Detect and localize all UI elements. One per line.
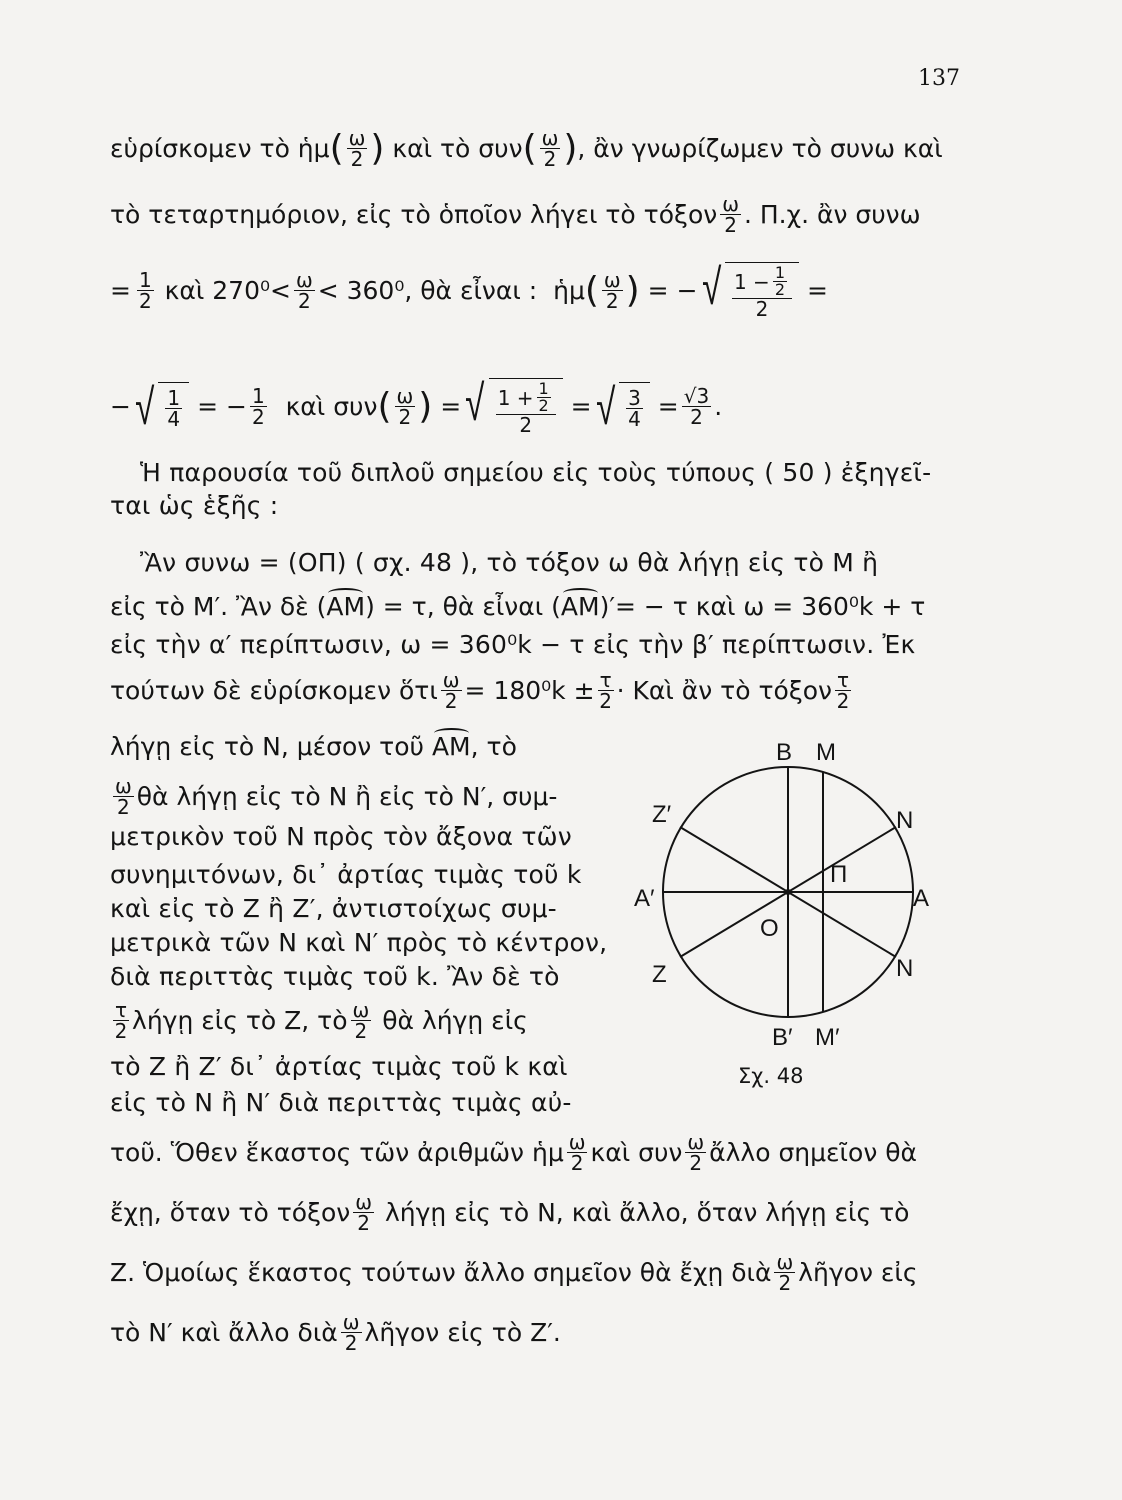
equals: = [110, 276, 131, 305]
text: τούτων δὲ εὑρίσκομεν ὅτι [110, 676, 438, 705]
paragraph-3-line-5: καὶ εἰς τὸ Ζ ἢ Ζ′, ἀντιστοίχως συμ- [110, 894, 557, 923]
radical-sign: √ [135, 377, 155, 436]
text: ἄλλο σημεῖον θὰ [709, 1138, 918, 1167]
text: λήγῃ εἰς τὸ Ν, καὶ ἄλλο, ὅταν λήγῃ εἰς τὸ [384, 1198, 910, 1227]
label-a-prime: Α′ [634, 885, 655, 912]
fraction-omega-2 [341, 1312, 362, 1353]
sqrt-expression [461, 374, 562, 437]
fraction-1-4 [165, 385, 182, 431]
text: τὸ Ν′ καὶ ἄλλο διὰ [110, 1318, 338, 1347]
numerator: 1 [538, 379, 549, 398]
equals: = [806, 276, 828, 305]
figure-caption: Σχ. 48 [738, 1064, 804, 1088]
radicand [725, 262, 799, 319]
paragraph-4-line-4 [110, 1312, 561, 1353]
paragraph-1-line-2: ται ὡς ἑξῆς : [110, 491, 279, 520]
numerator: τ [599, 668, 612, 692]
sqrt-expression [698, 258, 799, 321]
numerator: ω [442, 668, 460, 692]
denominator: 2 [599, 689, 612, 713]
radical-sign: √ [465, 374, 485, 432]
unit-circle-diagram [620, 730, 950, 1100]
numerator: ω [776, 1250, 794, 1274]
text-line-2 [110, 194, 921, 235]
fraction-omega-2 [294, 270, 315, 311]
numerator: ω [396, 384, 414, 408]
denominator: 2 [251, 405, 265, 429]
text: 1 − [733, 269, 770, 294]
text: < 360⁰, θὰ εἶναι : [317, 276, 538, 305]
denominator: 2 [605, 289, 619, 313]
denominator: 4 [167, 406, 181, 431]
fraction-tau-2 [113, 1000, 129, 1041]
text: · Καὶ ἂν τὸ τόξον [616, 676, 833, 705]
paren: ) [370, 128, 385, 169]
denominator: 2 [138, 289, 152, 313]
sqrt-expression [131, 377, 189, 436]
numerator: ω [115, 774, 132, 798]
fraction-omega-2 [567, 1132, 588, 1173]
fraction-omega-2 [602, 270, 623, 311]
denominator: 2 [117, 795, 130, 819]
numerator [496, 381, 556, 415]
numerator: ω [352, 998, 370, 1022]
numerator: ω [722, 192, 739, 216]
text: λῆγον εἰς [798, 1258, 918, 1287]
radicand [619, 382, 650, 432]
numerator: ω [342, 1310, 360, 1334]
fraction-1-2 [537, 381, 551, 414]
denominator: 2 [398, 405, 412, 429]
paragraph-3-line-4: συνημιτόνων, δι᾽ ἀρτίας τιμὰς τοῦ k [110, 860, 582, 889]
label-o: Ο [760, 915, 779, 942]
text: καὶ συν [590, 1138, 683, 1167]
numerator: 1 [774, 263, 785, 282]
paragraph-3-line-9: τὸ Ζ ἢ Ζ′ δι᾽ ἀρτίας τιμὰς τοῦ k καὶ [110, 1052, 568, 1081]
paragraph-3-line-3: μετρικὸν τοῦ Ν πρὸς τὸν ἄξονα τῶν [110, 822, 572, 851]
text: 1 + [497, 385, 534, 410]
label-z-prime: Ζ′ [652, 801, 672, 828]
numerator: ω [295, 268, 313, 292]
denominator: 2 [538, 396, 549, 415]
numerator: ω [355, 1190, 373, 1214]
numerator: ω [687, 1130, 705, 1154]
text: , τὸ [470, 732, 517, 761]
fraction-1-2 [250, 386, 267, 427]
paragraph-4-line-1 [110, 1132, 917, 1173]
denominator: 2 [543, 147, 557, 171]
paren: ) [625, 270, 640, 311]
paragraph-2-line-3: εἰς τὴν α′ περίπτωσιν, ω = 360⁰k − τ εἰς τὴν β′ περίπτωσιν. Ἐκ [110, 630, 916, 659]
fraction-tau-2 [598, 670, 614, 711]
text: καὶ συν [285, 392, 378, 421]
label-n-top: Ν [896, 807, 914, 834]
center-point [785, 889, 791, 895]
text: )′= − τ καὶ ω = 360⁰k + τ [599, 592, 926, 621]
text: λῆγον εἰς τὸ Ζ′. [364, 1318, 561, 1347]
figure-48 [620, 730, 950, 1100]
paragraph-3-line-2 [110, 776, 557, 817]
radical-sign: √ [595, 377, 615, 436]
label-m: Μ [816, 739, 836, 766]
denominator: 2 [724, 213, 737, 237]
denominator: 2 [297, 289, 311, 313]
equals: = [570, 392, 592, 421]
paragraph-2-line-1: Ἂν συνω = (ΟΠ) ( σχ. 48 ), τὸ τόξον ω θὰ λήγῃ εἰς τὸ Μ ἢ [140, 548, 879, 577]
text: Ζ. Ὁμοίως ἕκαστος τούτων ἄλλο σημεῖον θὰ ἔχῃ διὰ [110, 1258, 772, 1287]
fraction-omega-2 [774, 1252, 795, 1293]
denominator: 2 [570, 1151, 584, 1175]
text: τὸ τεταρτημόριον, εἰς τὸ ὁποῖον λήγει τὸ τόξον [110, 200, 718, 229]
paren: ) [418, 386, 433, 427]
numerator: 1 [138, 268, 152, 292]
label-z: Ζ [652, 961, 667, 988]
text: λήγῃ εἰς τὸ Ζ, τὸ [132, 1006, 348, 1035]
numerator: √3 [683, 384, 710, 408]
paragraph-2-line-2 [110, 592, 925, 621]
fraction-omega-2 [113, 776, 134, 817]
text: λήγῃ εἰς τὸ Ν, μέσον τοῦ [110, 732, 424, 761]
paragraph-4-line-3 [110, 1252, 918, 1293]
paren: ( [522, 128, 537, 169]
fraction-omega-2 [395, 386, 416, 427]
paragraph-3-line-10: εἰς τὸ Ν ἢ Ν′ διὰ περιττὰς τιμὰς αὐ- [110, 1088, 572, 1117]
text: καὶ τὸ συν [392, 134, 523, 163]
text: εὑρίσκομεν τὸ ἡμ [110, 134, 330, 163]
numerator: ω [568, 1130, 586, 1154]
formula-line-3 [110, 258, 828, 321]
arc-am: ΑΜ [431, 732, 471, 761]
fraction-omega-2 [353, 1192, 374, 1233]
paren: ( [377, 386, 392, 427]
formula-line-4 [110, 374, 723, 437]
text: , ἂν γνωρίζωμεν τὸ συνω καὶ [577, 134, 943, 163]
paragraph-3-line-7: διὰ περιττὰς τιμὰς τοῦ k. Ἂν δὲ τὸ [110, 962, 560, 991]
denominator: 2 [778, 1271, 792, 1295]
fraction-tau-2 [835, 670, 851, 711]
text: = − [647, 276, 698, 305]
numerator: ω [603, 268, 621, 292]
arc-am: ΑΜ [560, 592, 600, 621]
page-number: 137 [918, 66, 960, 91]
denominator: 2 [354, 1019, 368, 1043]
text: . Π.χ. ἂν συνω [743, 200, 921, 229]
fraction-compound [496, 381, 556, 435]
arc-am: ΑΜ [326, 592, 366, 621]
paren: ( [329, 128, 344, 169]
label-p: Π [830, 861, 848, 888]
fraction-omega-2 [347, 128, 368, 169]
fraction-3-4 [626, 385, 643, 431]
equals: = [657, 392, 679, 421]
numerator: ω [348, 126, 366, 150]
fraction-omega-2 [685, 1132, 706, 1173]
fraction-omega-2 [540, 128, 561, 169]
denominator: 2 [344, 1331, 358, 1355]
numerator: 3 [628, 385, 641, 410]
fraction-omega-2 [720, 194, 741, 235]
fraction-omega-2 [441, 670, 462, 711]
label-m-prime: Μ′ [815, 1024, 840, 1051]
text: ) = τ, θὰ εἶναι ( [365, 592, 561, 621]
text: = − [197, 392, 247, 421]
denominator: 2 [836, 689, 850, 713]
paragraph-4-line-2 [110, 1192, 909, 1233]
paren: ) [563, 128, 578, 169]
paren: ( [584, 270, 599, 311]
paragraph-3-line-1 [110, 732, 517, 761]
denominator: 2 [519, 413, 533, 437]
denominator: 4 [628, 406, 641, 431]
numerator: 1 [251, 384, 265, 408]
numerator: τ [837, 668, 850, 692]
text: καὶ 270⁰< [164, 276, 291, 305]
text: θὰ λήγῃ εἰς τὸ Ν ἢ εἰς τὸ Ν′, συμ- [136, 782, 558, 811]
paragraph-3-line-8 [110, 1000, 528, 1041]
label-b-prime: Β′ [772, 1024, 793, 1051]
denominator: 2 [690, 405, 703, 429]
paragraph-1-line-1: Ἡ παρουσία τοῦ διπλοῦ σημείου εἰς τοὺς τύπους ( 50 ) ἐξηγεῖ- [140, 458, 932, 487]
label-b: Β [776, 739, 793, 766]
fraction-omega-2 [351, 1000, 372, 1041]
fraction-1-2 [773, 265, 787, 298]
equals: = [440, 392, 462, 421]
period: . [714, 392, 723, 421]
text-line-1 [110, 128, 943, 169]
text: = 180⁰k ± [464, 676, 595, 705]
fraction-minus-1-2 [137, 270, 154, 311]
denominator: 2 [444, 689, 458, 713]
radicand [489, 378, 563, 435]
denominator: 2 [114, 1019, 128, 1043]
text: τοῦ. Ὅθεν ἕκαστος τῶν ἀριθμῶν ἡμ [110, 1138, 564, 1167]
numerator: τ [115, 998, 128, 1022]
text: ἡμ [553, 276, 585, 305]
paragraph-3-line-6: μετρικὰ τῶν Ν καὶ Ν′ πρὸς τὸ κέντρον, [110, 928, 608, 957]
text: εἰς τὸ Μ′. Ἂν δὲ ( [110, 592, 327, 621]
label-a: Α [913, 885, 930, 912]
numerator: ω [541, 126, 559, 150]
paragraph-2-line-4 [110, 670, 854, 711]
radicand [158, 382, 189, 432]
text: ἔχῃ, ὅταν τὸ τόξον [110, 1198, 351, 1227]
fraction-compound [732, 265, 792, 319]
denominator: 2 [350, 147, 364, 171]
minus: − [110, 392, 131, 421]
numerator [732, 265, 792, 299]
denominator: 2 [755, 297, 769, 321]
numerator: 1 [167, 385, 181, 410]
text: θὰ λήγῃ εἰς [382, 1006, 528, 1035]
denominator: 2 [689, 1151, 703, 1175]
denominator: 2 [774, 280, 785, 299]
fraction-sqrt3-2 [682, 386, 711, 427]
sqrt-expression [592, 377, 650, 436]
denominator: 2 [357, 1211, 371, 1235]
label-n-bottom: Ν [896, 955, 914, 982]
radical-sign: √ [701, 258, 721, 316]
